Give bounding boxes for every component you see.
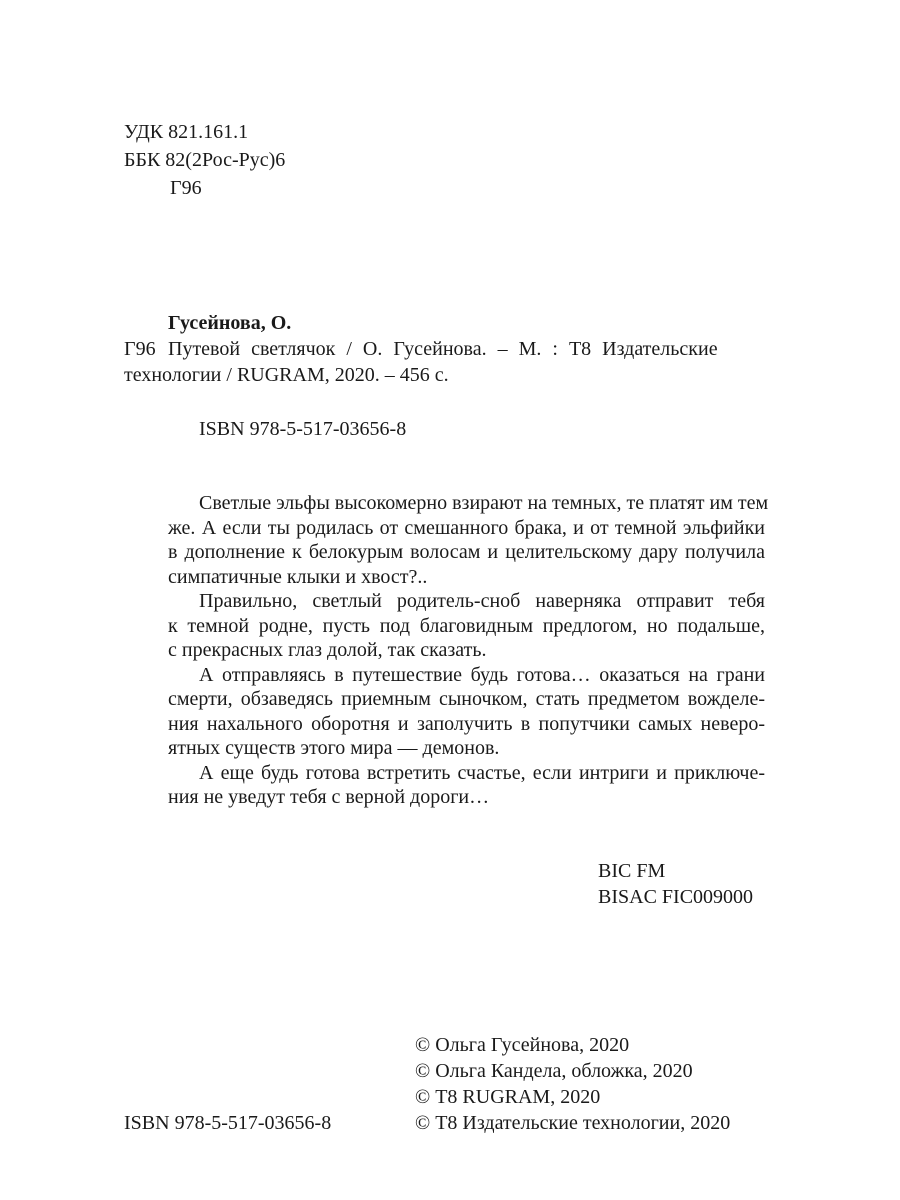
copyright-line: © Ольга Кандела, обложка, 2020	[415, 1060, 693, 1082]
isbn-catalog: ISBN 978-5-517-03656-8	[199, 418, 407, 440]
annotation	[168, 491, 769, 810]
author-heading: Гусейнова, О.	[168, 312, 292, 334]
annotation-line: симпатичные клыки и хвост?..	[168, 565, 428, 588]
annotation-line: Правильно, светлый родитель-сноб наверняка отправит тебя	[199, 590, 765, 612]
title-line-1: Путевой светлячок / О. Гусейнова. – М. : Т8 Издательские	[168, 338, 718, 360]
annotation-paragraph-4	[168, 761, 765, 810]
annotation-line: к темной родне, пусть под благовидным предлогом, но подальше,	[168, 614, 765, 637]
copyright-line: © Т8 Издательские технологии, 2020	[415, 1112, 731, 1134]
catalog-mark: Г96	[124, 338, 156, 360]
annotation-line: ния нахального оборотня и заполучить в попутчики самых неверо-	[168, 712, 765, 735]
annotation-line: Светлые эльфы высокомерно взирают на темных, те платят им тем	[199, 492, 769, 514]
bbk-code: ББК 82(2Рос-Рус)6	[124, 149, 286, 171]
author-mark: Г96	[170, 177, 202, 199]
annotation-paragraph-2	[168, 589, 765, 663]
annotation-paragraph-1	[168, 491, 769, 589]
subject-codes	[598, 858, 753, 910]
annotation-line: ятных существ этого мира — демонов.	[168, 737, 500, 759]
annotation-line: ния не уведут тебя с верной дороги…	[168, 786, 490, 808]
copyright-line: © Ольга Гусейнова, 2020	[415, 1034, 630, 1056]
copyright-notices	[415, 1032, 730, 1136]
annotation-line: А отправляясь в путешествие будь готова… оказаться на грани	[199, 663, 765, 686]
isbn-footer: ISBN 978-5-517-03656-8	[124, 1112, 332, 1134]
annotation-paragraph-3	[168, 663, 765, 761]
copyright-line: © Т8 RUGRAM, 2020	[415, 1086, 601, 1108]
classification-block	[124, 118, 285, 202]
annotation-line: с прекрасных глаз долой, так сказать.	[168, 639, 487, 661]
bic-code: BIC FM	[598, 860, 666, 882]
bisac-code: BISAC FIC009000	[598, 886, 754, 908]
annotation-line: же. А если ты родилась от смешанного брака, и от темной эльфийки	[168, 516, 765, 539]
annotation-line: А еще будь готова встретить счастье, если интриги и приключе-	[199, 761, 765, 784]
udk-code: УДК 821.161.1	[124, 121, 249, 143]
annotation-line: в дополнение к белокурым волосам и целительскому дару получила	[168, 541, 765, 563]
annotation-line: смерти, обзаведясь приемным сыночком, стать предметом вожделе-	[168, 688, 765, 710]
title-line-2: технологии / RUGRAM, 2020. – 456 с.	[124, 364, 449, 386]
